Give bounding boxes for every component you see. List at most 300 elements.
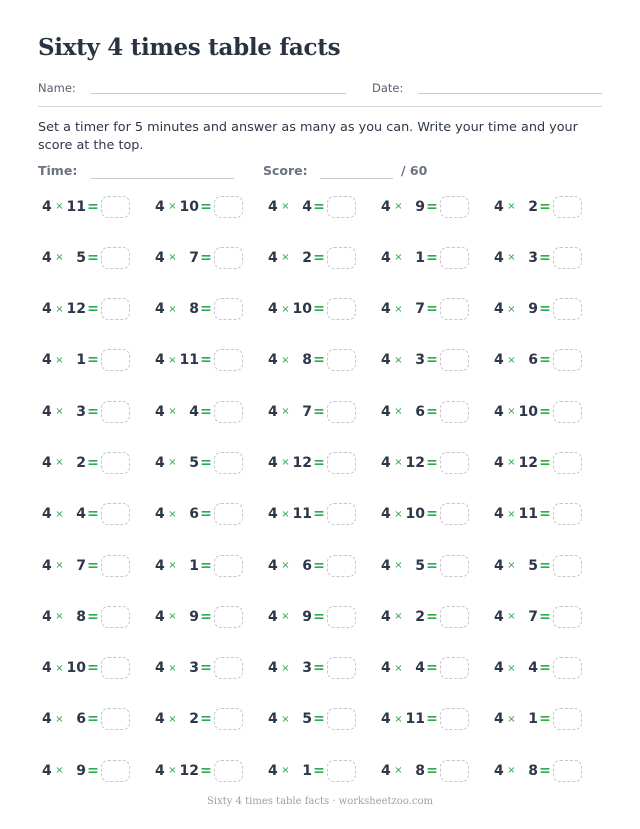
date-label: Date: <box>372 81 404 95</box>
fact-item <box>268 297 381 322</box>
fact-multiplicand: 4 <box>381 454 391 471</box>
fact-multiplicand: 4 <box>155 608 165 625</box>
fact-multiplicand: 4 <box>42 301 52 318</box>
times-symbol: × <box>281 508 290 520</box>
fact-multiplicand: 4 <box>155 403 165 420</box>
fact-item <box>381 656 494 681</box>
fact-multiplier: 6 <box>415 403 425 420</box>
fact-multiplicand: 4 <box>42 557 52 574</box>
times-symbol: × <box>281 662 290 674</box>
fact-multiplier: 3 <box>76 403 86 420</box>
fact-multiplier: 11 <box>179 352 199 369</box>
answer-box[interactable] <box>440 349 469 371</box>
fact-multiplier: 8 <box>415 762 425 779</box>
equals-symbol: = <box>200 506 212 523</box>
equals-symbol: = <box>200 198 212 215</box>
times-symbol: × <box>394 713 403 725</box>
fact-multiplicand: 4 <box>155 249 165 266</box>
fact-item <box>42 502 155 527</box>
times-symbol: × <box>55 765 64 777</box>
times-symbol: × <box>281 303 290 315</box>
equals-symbol: = <box>87 249 99 266</box>
times-symbol: × <box>168 406 177 418</box>
times-symbol: × <box>168 611 177 623</box>
times-symbol: × <box>394 611 403 623</box>
equals-symbol: = <box>87 660 99 677</box>
fact-multiplicand: 4 <box>494 352 504 369</box>
answer-box[interactable] <box>553 349 582 371</box>
fact-multiplier: 2 <box>415 608 425 625</box>
answer-box[interactable] <box>101 760 130 782</box>
fact-multiplicand: 4 <box>268 557 278 574</box>
date-field[interactable] <box>418 93 602 94</box>
fact-multiplier: 9 <box>76 762 86 779</box>
fact-item <box>42 194 155 219</box>
equals-symbol: = <box>426 403 438 420</box>
equals-symbol: = <box>87 711 99 728</box>
equals-symbol: = <box>313 454 325 471</box>
fact-multiplicand: 4 <box>155 711 165 728</box>
times-symbol: × <box>394 406 403 418</box>
equals-symbol: = <box>313 557 325 574</box>
answer-box[interactable] <box>440 606 469 628</box>
answer-box[interactable] <box>327 401 356 423</box>
equals-symbol: = <box>426 506 438 523</box>
fact-multiplier: 1 <box>189 557 199 574</box>
times-symbol: × <box>394 201 403 212</box>
answer-box[interactable] <box>214 503 243 525</box>
answer-box[interactable] <box>214 555 243 577</box>
score-label: Score: <box>263 163 308 178</box>
fact-multiplicand: 4 <box>381 762 391 779</box>
fact-multiplier: 5 <box>302 711 312 728</box>
answer-box[interactable] <box>327 298 356 320</box>
fact-multiplicand: 4 <box>381 557 391 574</box>
fact-item <box>268 348 381 373</box>
fact-multiplier: 2 <box>189 711 199 728</box>
fact-multiplier: 9 <box>528 301 538 318</box>
fact-multiplicand: 4 <box>268 249 278 266</box>
answer-box[interactable] <box>440 760 469 782</box>
equals-symbol: = <box>539 762 551 779</box>
times-symbol: × <box>394 662 403 674</box>
name-label: Name: <box>38 81 76 95</box>
times-symbol: × <box>281 354 290 366</box>
footer-text: Sixty 4 times table facts · worksheetzoo.com <box>207 796 433 807</box>
answer-box[interactable] <box>214 657 243 679</box>
answer-box[interactable] <box>327 452 356 474</box>
answer-box[interactable] <box>327 657 356 679</box>
fact-multiplier: 11 <box>518 506 538 523</box>
times-symbol: × <box>281 560 290 572</box>
fact-multiplier: 7 <box>189 249 199 266</box>
answer-box[interactable] <box>214 247 243 269</box>
fact-item <box>381 450 494 475</box>
answer-box[interactable] <box>214 452 243 474</box>
fact-multiplier: 12 <box>405 454 425 471</box>
times-symbol: × <box>507 713 516 725</box>
fact-multiplicand: 4 <box>381 352 391 369</box>
facts-grid <box>42 194 612 785</box>
score-field[interactable] <box>320 178 393 179</box>
fact-item <box>155 245 268 270</box>
fact-item <box>42 245 155 270</box>
answer-box[interactable] <box>101 606 130 628</box>
fact-multiplier: 6 <box>189 506 199 523</box>
worksheet-title: Sixty 4 times table facts <box>38 34 341 61</box>
fact-multiplier: 9 <box>189 608 199 625</box>
fact-multiplier: 11 <box>66 198 86 215</box>
fact-multiplicand: 4 <box>381 403 391 420</box>
answer-box[interactable] <box>440 298 469 320</box>
equals-symbol: = <box>426 352 438 369</box>
fact-item <box>494 758 607 783</box>
times-symbol: × <box>55 252 64 264</box>
equals-symbol: = <box>200 301 212 318</box>
fact-multiplier: 12 <box>66 301 86 318</box>
equals-symbol: = <box>539 403 551 420</box>
equals-symbol: = <box>426 762 438 779</box>
times-symbol: × <box>281 457 290 469</box>
fact-multiplier: 6 <box>528 352 538 369</box>
times-symbol: × <box>168 457 177 469</box>
fact-multiplicand: 4 <box>268 301 278 318</box>
fact-multiplier: 8 <box>189 301 199 318</box>
times-symbol: × <box>507 252 516 264</box>
times-symbol: × <box>507 457 516 469</box>
fact-multiplier: 11 <box>292 506 312 523</box>
fact-multiplier: 3 <box>528 249 538 266</box>
times-symbol: × <box>394 457 403 469</box>
fact-multiplicand: 4 <box>42 198 52 215</box>
times-symbol: × <box>507 765 516 777</box>
fact-multiplicand: 4 <box>494 249 504 266</box>
answer-box[interactable] <box>327 196 356 218</box>
times-symbol: × <box>168 201 177 212</box>
fact-multiplier: 9 <box>415 198 425 215</box>
equals-symbol: = <box>313 762 325 779</box>
times-symbol: × <box>168 303 177 315</box>
answer-box[interactable] <box>440 555 469 577</box>
answer-box[interactable] <box>440 247 469 269</box>
answer-box[interactable] <box>101 503 130 525</box>
answer-box[interactable] <box>327 606 356 628</box>
fact-item <box>268 399 381 424</box>
fact-item <box>155 450 268 475</box>
answer-box[interactable] <box>101 247 130 269</box>
equals-symbol: = <box>539 506 551 523</box>
fact-item <box>42 656 155 681</box>
time-label: Time: <box>38 163 78 178</box>
equals-symbol: = <box>539 557 551 574</box>
equals-symbol: = <box>426 608 438 625</box>
fact-item <box>268 656 381 681</box>
times-symbol: × <box>168 713 177 725</box>
fact-multiplicand: 4 <box>268 608 278 625</box>
fact-item <box>268 194 381 219</box>
times-symbol: × <box>168 560 177 572</box>
fact-multiplicand: 4 <box>268 403 278 420</box>
fact-multiplier: 2 <box>302 249 312 266</box>
answer-box[interactable] <box>553 555 582 577</box>
answer-box[interactable] <box>553 452 582 474</box>
fact-item <box>42 758 155 783</box>
fact-multiplier: 8 <box>76 608 86 625</box>
fact-item <box>42 553 155 578</box>
fact-multiplier: 7 <box>415 301 425 318</box>
fact-item <box>268 758 381 783</box>
fact-multiplier: 4 <box>528 660 538 677</box>
fact-multiplier: 5 <box>415 557 425 574</box>
fact-item <box>42 297 155 322</box>
equals-symbol: = <box>539 301 551 318</box>
equals-symbol: = <box>313 660 325 677</box>
answer-box[interactable] <box>101 196 130 218</box>
times-symbol: × <box>281 713 290 725</box>
fact-multiplier: 10 <box>292 301 312 318</box>
times-symbol: × <box>281 611 290 623</box>
fact-multiplier: 7 <box>302 403 312 420</box>
fact-item <box>381 297 494 322</box>
times-symbol: × <box>281 201 290 212</box>
fact-multiplicand: 4 <box>155 454 165 471</box>
answer-box[interactable] <box>214 708 243 730</box>
fact-item <box>494 194 607 219</box>
times-symbol: × <box>507 406 516 418</box>
fact-multiplier: 1 <box>528 711 538 728</box>
times-symbol: × <box>55 508 64 520</box>
fact-item <box>381 758 494 783</box>
fact-item <box>494 553 607 578</box>
fact-multiplicand: 4 <box>381 198 391 215</box>
times-symbol: × <box>55 201 64 212</box>
fact-item <box>268 502 381 527</box>
equals-symbol: = <box>200 660 212 677</box>
fact-multiplicand: 4 <box>494 506 504 523</box>
fact-multiplicand: 4 <box>268 454 278 471</box>
fact-multiplier: 2 <box>76 454 86 471</box>
times-symbol: × <box>168 765 177 777</box>
fact-multiplicand: 4 <box>268 711 278 728</box>
fact-multiplier: 3 <box>189 660 199 677</box>
equals-symbol: = <box>313 352 325 369</box>
fact-multiplicand: 4 <box>268 506 278 523</box>
times-symbol: × <box>55 611 64 623</box>
fact-multiplicand: 4 <box>42 711 52 728</box>
answer-box[interactable] <box>101 555 130 577</box>
fact-multiplier: 10 <box>66 660 86 677</box>
fact-multiplicand: 4 <box>494 762 504 779</box>
fact-multiplicand: 4 <box>42 660 52 677</box>
fact-multiplier: 1 <box>302 762 312 779</box>
time-field[interactable] <box>91 178 234 179</box>
fact-multiplier: 8 <box>302 352 312 369</box>
times-symbol: × <box>55 713 64 725</box>
answer-box[interactable] <box>553 708 582 730</box>
fact-multiplier: 5 <box>528 557 538 574</box>
fact-multiplicand: 4 <box>268 660 278 677</box>
fact-multiplier: 10 <box>405 506 425 523</box>
answer-box[interactable] <box>553 298 582 320</box>
fact-item <box>268 245 381 270</box>
answer-box[interactable] <box>214 349 243 371</box>
times-symbol: × <box>55 406 64 418</box>
fact-item <box>155 502 268 527</box>
equals-symbol: = <box>200 352 212 369</box>
times-symbol: × <box>507 611 516 623</box>
fact-item <box>155 656 268 681</box>
equals-symbol: = <box>313 506 325 523</box>
times-symbol: × <box>55 354 64 366</box>
equals-symbol: = <box>539 249 551 266</box>
times-symbol: × <box>507 662 516 674</box>
answer-box[interactable] <box>101 452 130 474</box>
fact-multiplier: 9 <box>302 608 312 625</box>
answer-box[interactable] <box>553 606 582 628</box>
fact-multiplicand: 4 <box>494 660 504 677</box>
fact-item <box>494 245 607 270</box>
fact-item <box>268 553 381 578</box>
fact-item <box>155 297 268 322</box>
answer-box[interactable] <box>553 760 582 782</box>
fact-multiplicand: 4 <box>494 198 504 215</box>
equals-symbol: = <box>87 352 99 369</box>
times-symbol: × <box>168 508 177 520</box>
fact-multiplier: 10 <box>518 403 538 420</box>
fact-multiplicand: 4 <box>381 711 391 728</box>
times-symbol: × <box>168 252 177 264</box>
fact-item <box>155 399 268 424</box>
times-symbol: × <box>394 560 403 572</box>
fact-multiplicand: 4 <box>494 403 504 420</box>
equals-symbol: = <box>539 608 551 625</box>
fact-multiplier: 4 <box>189 403 199 420</box>
fact-multiplier: 2 <box>528 198 538 215</box>
header-divider <box>38 106 602 107</box>
times-symbol: × <box>507 303 516 315</box>
times-symbol: × <box>394 252 403 264</box>
answer-box[interactable] <box>553 247 582 269</box>
fact-item <box>494 348 607 373</box>
fact-item <box>155 604 268 629</box>
fact-item <box>42 707 155 732</box>
fact-multiplicand: 4 <box>381 660 391 677</box>
equals-symbol: = <box>200 762 212 779</box>
fact-item <box>42 348 155 373</box>
fact-multiplier: 7 <box>528 608 538 625</box>
answer-box[interactable] <box>553 503 582 525</box>
answer-box[interactable] <box>101 657 130 679</box>
fact-multiplicand: 4 <box>42 506 52 523</box>
times-symbol: × <box>507 354 516 366</box>
answer-box[interactable] <box>101 298 130 320</box>
times-symbol: × <box>55 457 64 469</box>
answer-box[interactable] <box>214 760 243 782</box>
fact-item <box>155 758 268 783</box>
fact-item <box>268 604 381 629</box>
answer-box[interactable] <box>214 401 243 423</box>
equals-symbol: = <box>87 403 99 420</box>
answer-box[interactable] <box>327 247 356 269</box>
fact-item <box>155 553 268 578</box>
equals-symbol: = <box>200 403 212 420</box>
answer-box[interactable] <box>101 708 130 730</box>
answer-box[interactable] <box>214 298 243 320</box>
fact-multiplier: 3 <box>415 352 425 369</box>
answer-box[interactable] <box>553 196 582 218</box>
answer-box[interactable] <box>101 349 130 371</box>
times-symbol: × <box>507 560 516 572</box>
fact-item <box>155 194 268 219</box>
equals-symbol: = <box>313 249 325 266</box>
fact-item <box>494 399 607 424</box>
name-field[interactable] <box>91 93 346 94</box>
answer-box[interactable] <box>553 401 582 423</box>
answer-box[interactable] <box>440 452 469 474</box>
fact-multiplier: 1 <box>415 249 425 266</box>
fact-multiplicand: 4 <box>155 352 165 369</box>
answer-box[interactable] <box>440 401 469 423</box>
fact-multiplier: 4 <box>415 660 425 677</box>
answer-box[interactable] <box>440 708 469 730</box>
answer-box[interactable] <box>327 503 356 525</box>
fact-item <box>381 245 494 270</box>
equals-symbol: = <box>426 249 438 266</box>
fact-multiplicand: 4 <box>155 557 165 574</box>
answer-box[interactable] <box>327 349 356 371</box>
score-total: / 60 <box>401 163 428 178</box>
equals-symbol: = <box>426 660 438 677</box>
fact-item <box>155 707 268 732</box>
answer-box[interactable] <box>553 657 582 679</box>
equals-symbol: = <box>313 301 325 318</box>
times-symbol: × <box>168 354 177 366</box>
fact-multiplier: 6 <box>302 557 312 574</box>
answer-box[interactable] <box>440 503 469 525</box>
answer-box[interactable] <box>440 657 469 679</box>
fact-multiplicand: 4 <box>381 249 391 266</box>
times-symbol: × <box>394 508 403 520</box>
fact-multiplicand: 4 <box>155 198 165 215</box>
equals-symbol: = <box>313 711 325 728</box>
times-symbol: × <box>507 508 516 520</box>
equals-symbol: = <box>87 301 99 318</box>
answer-box[interactable] <box>327 555 356 577</box>
times-symbol: × <box>394 765 403 777</box>
fact-multiplicand: 4 <box>268 352 278 369</box>
fact-item <box>494 656 607 681</box>
equals-symbol: = <box>426 711 438 728</box>
fact-multiplier: 1 <box>76 352 86 369</box>
fact-multiplicand: 4 <box>42 249 52 266</box>
answer-box[interactable] <box>327 760 356 782</box>
instructions-text: Set a timer for 5 minutes and answer as many as you can. Write your time and your score at the top. <box>38 120 578 153</box>
equals-symbol: = <box>313 403 325 420</box>
answer-box[interactable] <box>214 606 243 628</box>
fact-item <box>381 348 494 373</box>
answer-box[interactable] <box>214 196 243 218</box>
fact-multiplicand: 4 <box>155 301 165 318</box>
fact-multiplier: 5 <box>76 249 86 266</box>
equals-symbol: = <box>313 198 325 215</box>
fact-item <box>155 348 268 373</box>
fact-item <box>494 707 607 732</box>
fact-multiplier: 12 <box>179 762 199 779</box>
answer-box[interactable] <box>327 708 356 730</box>
answer-box[interactable] <box>440 196 469 218</box>
answer-box[interactable] <box>101 401 130 423</box>
fact-item <box>42 450 155 475</box>
